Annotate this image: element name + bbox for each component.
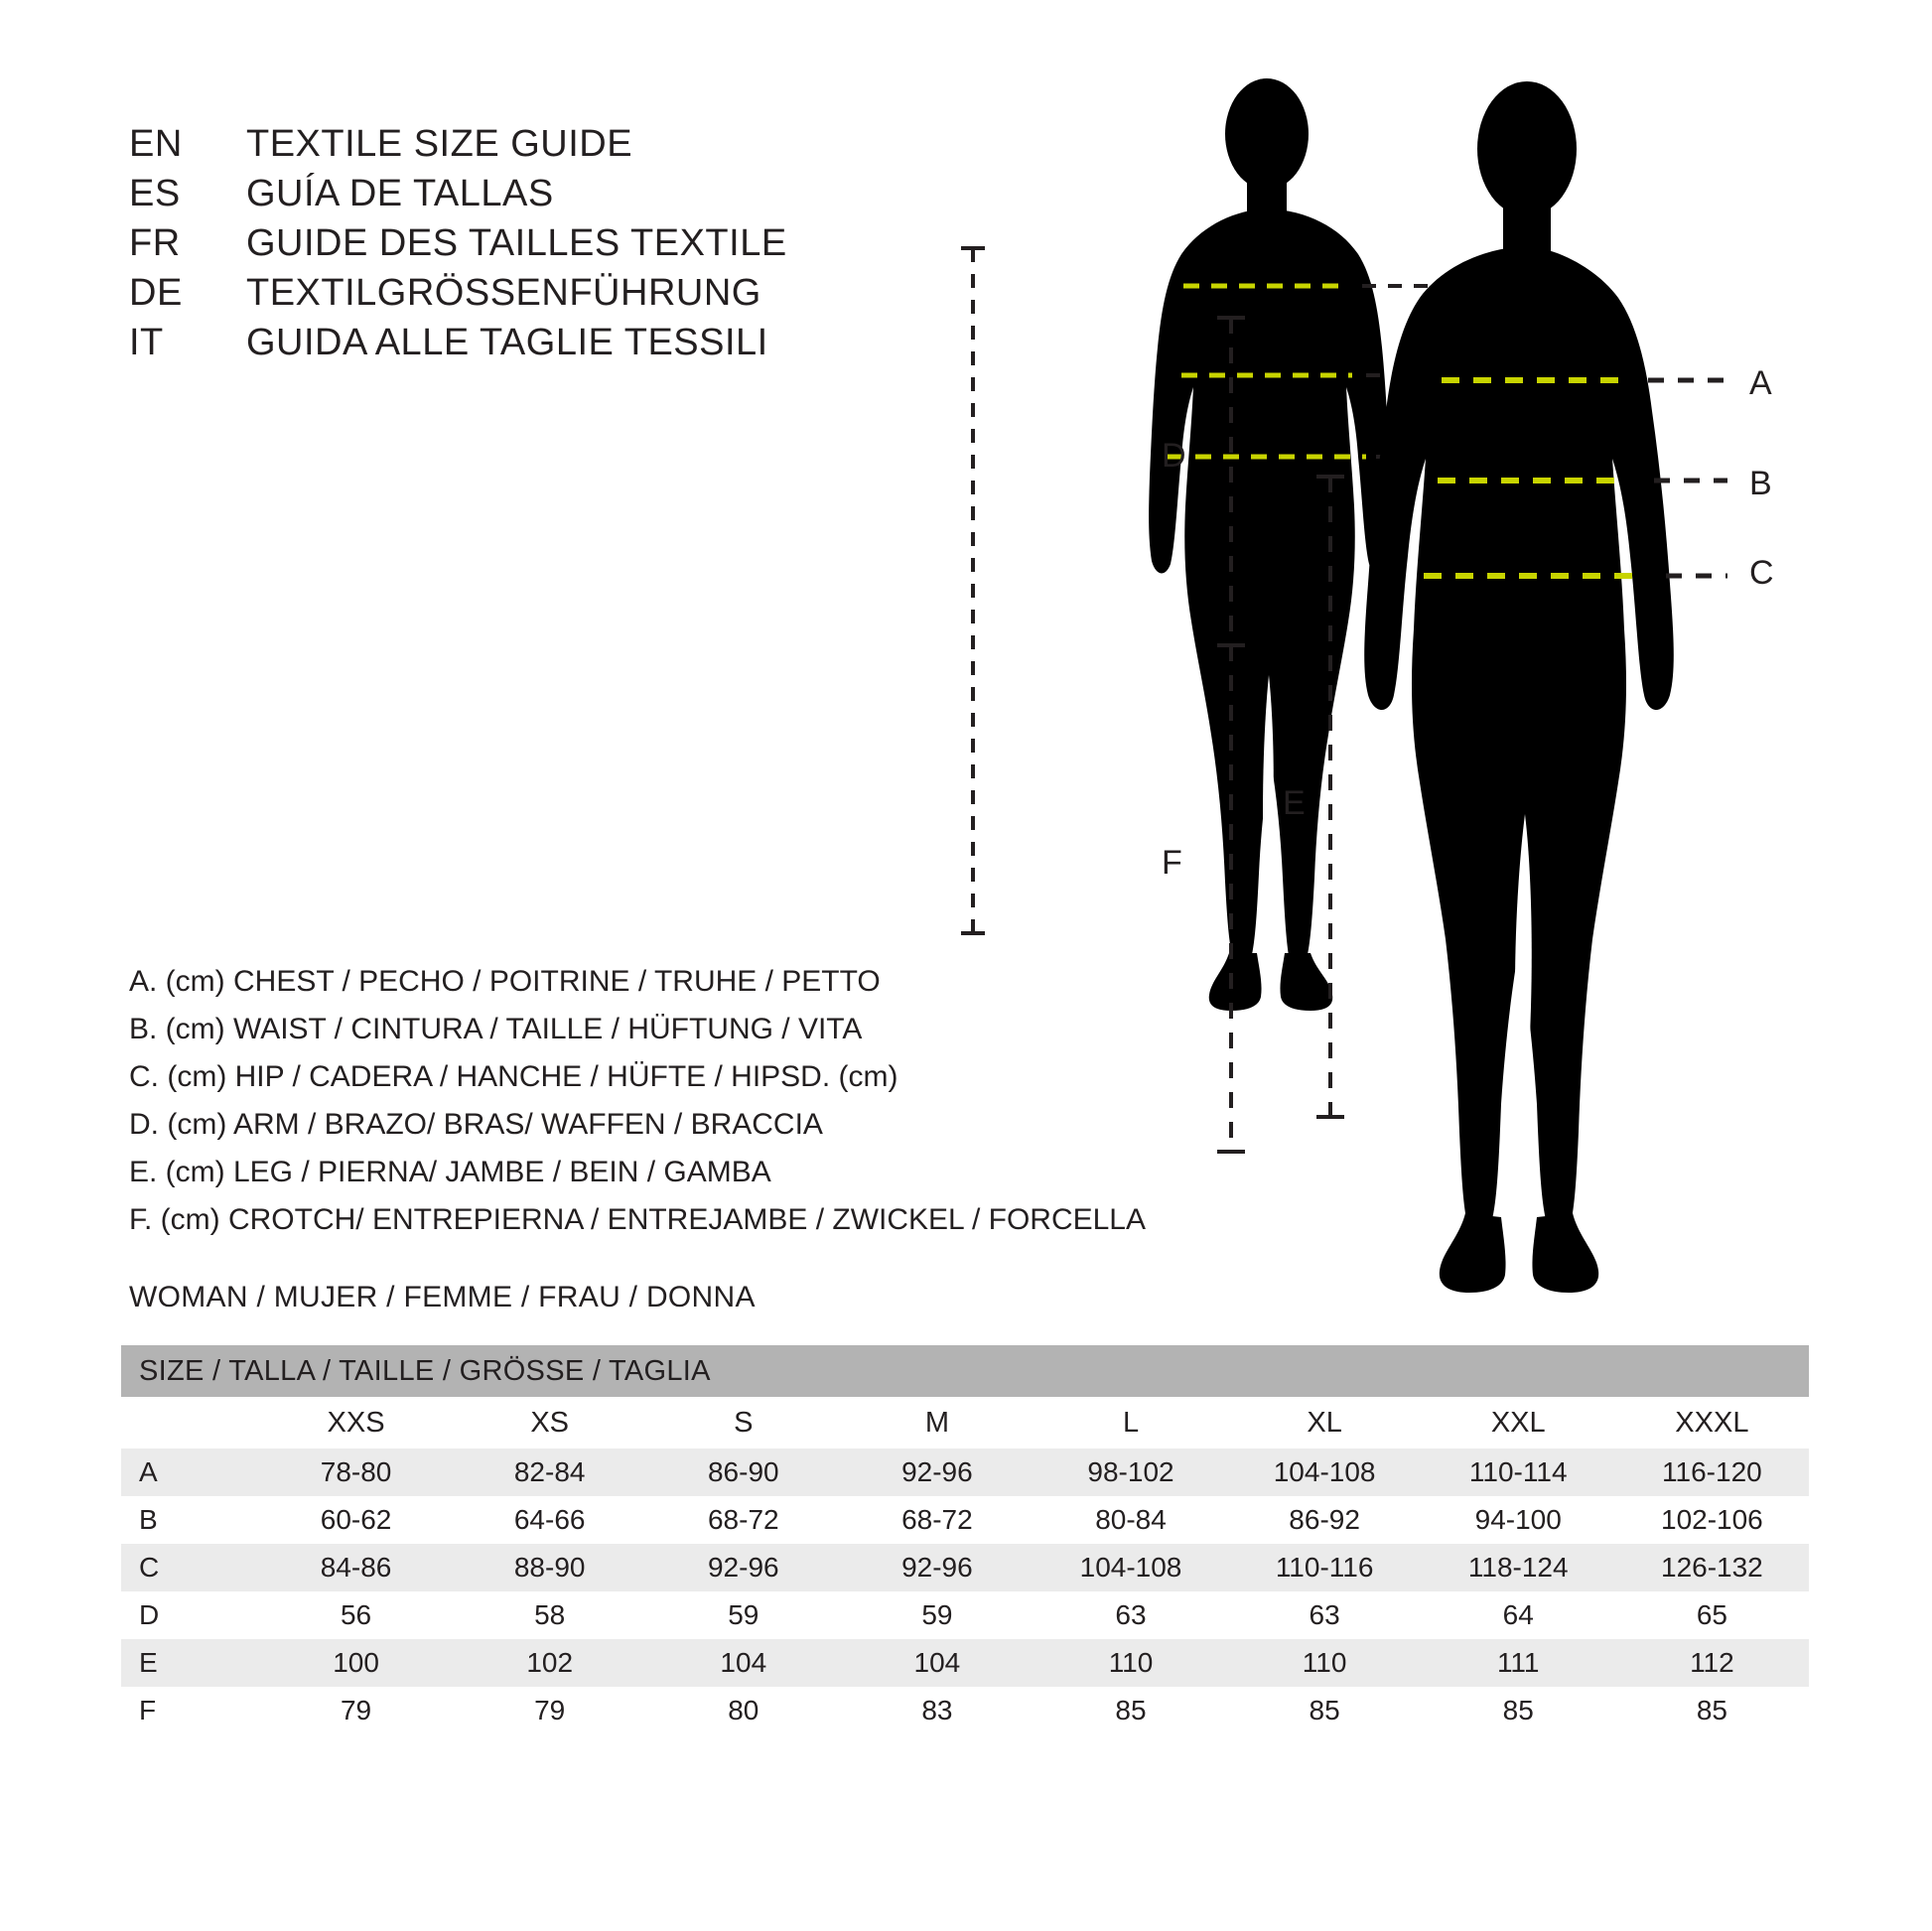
row-label: B [121, 1496, 259, 1544]
table-row [121, 1591, 1809, 1639]
column-header-xxxl: XXXL [1615, 1397, 1809, 1448]
table-cell: 82-84 [453, 1448, 646, 1496]
column-header-xs: XS [453, 1397, 646, 1448]
table-cell: 110-114 [1422, 1448, 1615, 1496]
title-row [129, 318, 1023, 367]
table-cell: 94-100 [1422, 1496, 1615, 1544]
dimension-label-f: F [1162, 844, 1182, 882]
table-cell: 104-108 [1034, 1544, 1227, 1591]
table-cell: 85 [1422, 1687, 1615, 1734]
table-corner-cell [121, 1397, 259, 1448]
title-language-code: ES [129, 173, 181, 214]
row-label: A [121, 1448, 259, 1496]
table-cell: 64-66 [453, 1496, 646, 1544]
column-header-l: L [1034, 1397, 1227, 1448]
title-text: GUIDA ALLE TAGLIE TESSILI [246, 322, 768, 363]
table-cell: 85 [1615, 1687, 1809, 1734]
table-cell: 104-108 [1228, 1448, 1422, 1496]
table-cell: 104 [646, 1639, 840, 1687]
dimension-label-c: C [1749, 554, 1774, 592]
table-row [121, 1639, 1809, 1687]
title-row [129, 268, 1023, 318]
title-block [129, 119, 1023, 367]
table-cell: 110 [1034, 1639, 1227, 1687]
row-label: C [121, 1544, 259, 1591]
gender-label: WOMAN / MUJER / FEMME / FRAU / DONNA [129, 1281, 756, 1313]
title-text: TEXTILGRÖSSENFÜHRUNG [246, 272, 761, 314]
table-cell: 56 [259, 1591, 453, 1639]
title-text: TEXTILE SIZE GUIDE [246, 123, 633, 165]
legend-item-f: F. (cm) CROTCH/ ENTREPIERNA / ENTREJAMBE / ZWICKEL / FORCELLA [129, 1203, 1146, 1236]
table-cell: 59 [646, 1591, 840, 1639]
table-cell: 63 [1228, 1591, 1422, 1639]
table-cell: 65 [1615, 1591, 1809, 1639]
row-label: F [121, 1687, 259, 1734]
table-column-header-row [121, 1397, 1809, 1448]
table-cell: 92-96 [840, 1544, 1034, 1591]
table-cell: 111 [1422, 1639, 1615, 1687]
table-cell: 85 [1034, 1687, 1227, 1734]
table-cell: 80 [646, 1687, 840, 1734]
table-cell: 118-124 [1422, 1544, 1615, 1591]
table-cell: 79 [259, 1687, 453, 1734]
table-cell: 100 [259, 1639, 453, 1687]
table-band-label: SIZE / TALLA / TAILLE / GRÖSSE / TAGLIA [121, 1345, 1809, 1397]
title-language-code: FR [129, 222, 181, 264]
title-language-code: IT [129, 322, 164, 363]
table-cell: 78-80 [259, 1448, 453, 1496]
table-row [121, 1496, 1809, 1544]
table-cell: 60-62 [259, 1496, 453, 1544]
size-table [121, 1345, 1809, 1734]
legend-item-b: B. (cm) WAIST / CINTURA / TAILLE / HÜFTUNG / VITA [129, 1013, 863, 1045]
table-cell: 85 [1228, 1687, 1422, 1734]
legend-item-d: D. (cm) ARM / BRAZO/ BRAS/ WAFFEN / BRACCIA [129, 1108, 823, 1141]
table-cell: 64 [1422, 1591, 1615, 1639]
table-cell: 92-96 [840, 1448, 1034, 1496]
dimension-label-d: D [1162, 437, 1186, 475]
column-header-xxl: XXL [1422, 1397, 1615, 1448]
title-language-code: EN [129, 123, 183, 165]
row-label: E [121, 1639, 259, 1687]
table-cell: 116-120 [1615, 1448, 1809, 1496]
table-cell: 83 [840, 1687, 1034, 1734]
title-language-code: DE [129, 272, 183, 314]
table-cell: 104 [840, 1639, 1034, 1687]
table-band-header [121, 1345, 1809, 1397]
title-text: GUÍA DE TALLAS [246, 173, 554, 214]
table-cell: 126-132 [1615, 1544, 1809, 1591]
legend-item-a: A. (cm) CHEST / PECHO / POITRINE / TRUHE / PETTO [129, 965, 881, 998]
title-row [129, 218, 1023, 268]
dimension-label-e: E [1283, 784, 1306, 822]
row-label: D [121, 1591, 259, 1639]
table-cell: 88-90 [453, 1544, 646, 1591]
table-row [121, 1544, 1809, 1591]
table-cell: 110-116 [1228, 1544, 1422, 1591]
column-header-xl: XL [1228, 1397, 1422, 1448]
table-cell: 84-86 [259, 1544, 453, 1591]
title-text: GUIDE DES TAILLES TEXTILE [246, 222, 787, 264]
table-cell: 68-72 [840, 1496, 1034, 1544]
table-cell: 86-92 [1228, 1496, 1422, 1544]
table-row [121, 1448, 1809, 1496]
column-header-m: M [840, 1397, 1034, 1448]
table-cell: 102-106 [1615, 1496, 1809, 1544]
title-row [129, 119, 1023, 169]
title-row [129, 169, 1023, 218]
table-cell: 110 [1228, 1639, 1422, 1687]
dimension-label-a: A [1749, 364, 1772, 402]
legend-item-c: C. (cm) HIP / CADERA / HANCHE / HÜFTE / HIPSD. (cm) [129, 1060, 898, 1093]
table-row [121, 1687, 1809, 1734]
table-cell: 98-102 [1034, 1448, 1227, 1496]
table-cell: 58 [453, 1591, 646, 1639]
measurement-legend [129, 958, 1221, 1244]
dimension-label-b: B [1749, 465, 1772, 502]
legend-item-e: E. (cm) LEG / PIERNA/ JAMBE / BEIN / GAMBA [129, 1156, 771, 1188]
table-cell: 68-72 [646, 1496, 840, 1544]
table-cell: 92-96 [646, 1544, 840, 1591]
table-cell: 112 [1615, 1639, 1809, 1687]
table-cell: 63 [1034, 1591, 1227, 1639]
column-header-s: S [646, 1397, 840, 1448]
column-header-xxs: XXS [259, 1397, 453, 1448]
table-cell: 79 [453, 1687, 646, 1734]
table-cell: 86-90 [646, 1448, 840, 1496]
table-cell: 102 [453, 1639, 646, 1687]
table-cell: 59 [840, 1591, 1034, 1639]
body-measurement-diagram [1072, 60, 1866, 1201]
table-cell: 80-84 [1034, 1496, 1227, 1544]
